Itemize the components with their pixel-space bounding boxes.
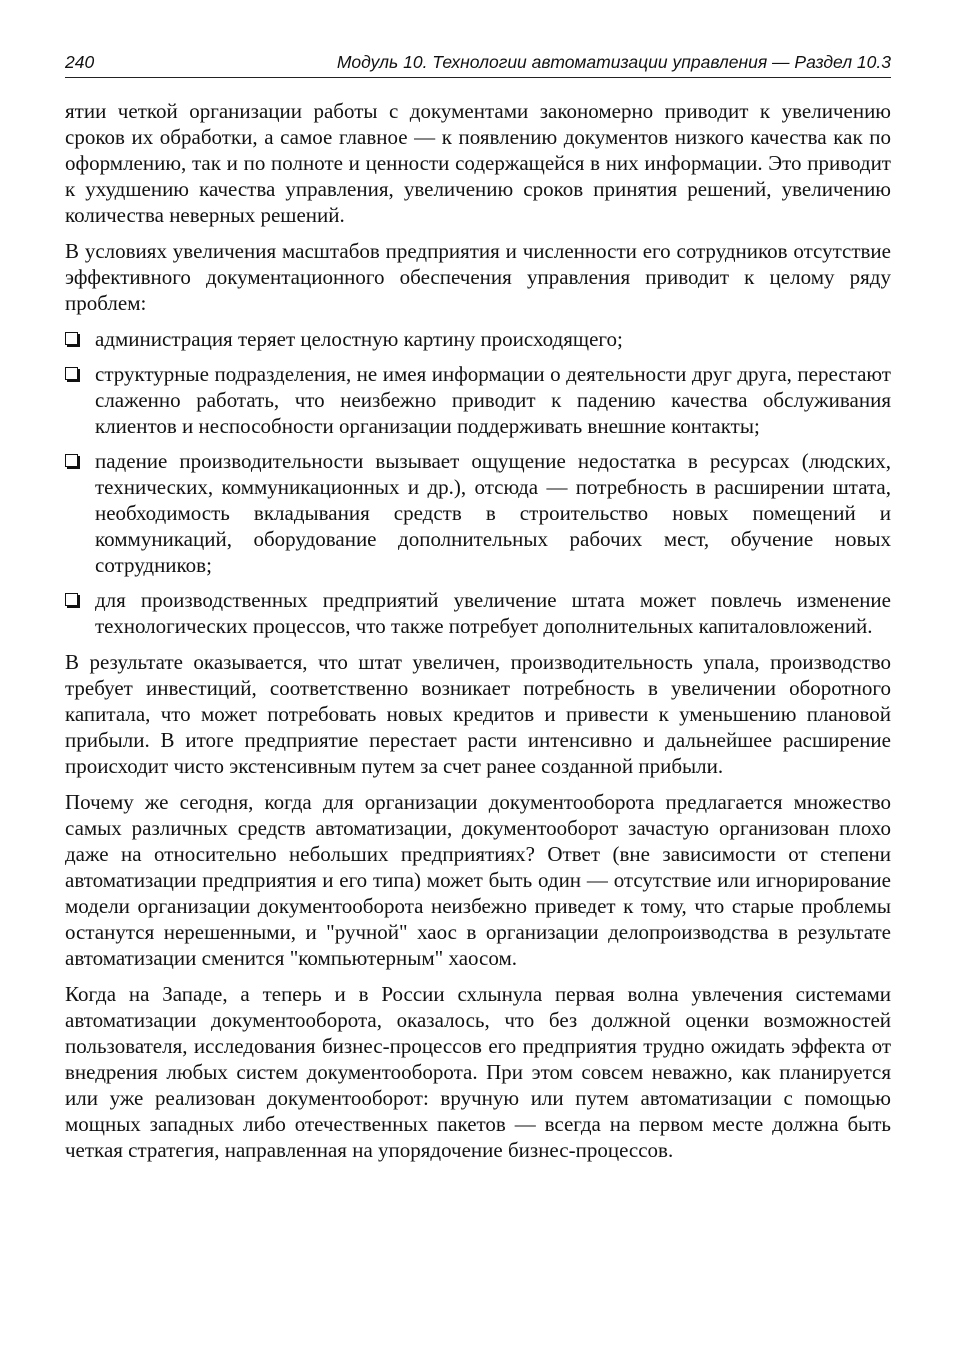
- page-number: 240: [65, 52, 95, 72]
- checkbox-bullet-icon: [65, 593, 78, 606]
- list-item: [65, 326, 891, 352]
- running-title: Модуль 10. Технологии автоматизации управления — Раздел 10.3: [336, 52, 891, 72]
- list-item-text: структурные подразделения, не имея информации о деятельности друг друга, перестают слаженно работать, что неизбежно приводит к падению качества обслуживания клиентов и неспособности организации поддерживать внешние контакты;: [95, 362, 891, 438]
- paragraph-continuation: ятии четкой организации работы с документами закономерно приводит к увеличению сроков их обработки, а самое главное — к появлению документов низкого качества как по оформлению, так и по полноте и ценности содержащейся в них информации. Это приводит к ухудшению качества управления, увеличению сроков принятия решений, увеличению количества неверных решений.: [65, 99, 891, 227]
- problems-list: [65, 326, 891, 639]
- list-item-text: администрация теряет целостную картину происходящего;: [95, 327, 623, 351]
- book-page: [65, 52, 891, 1173]
- checkbox-bullet-icon: [65, 454, 78, 467]
- list-item: [65, 587, 891, 639]
- checkbox-bullet-icon: [65, 332, 78, 345]
- paragraph-why: Почему же сегодня, когда для организации документооборота предлагается множество самых различных средств автоматизации, документооборот зачастую организован плохо даже на относительно небольших предприятиях? Ответ (вне зависимости от степени автоматизации предприятия и его типа) может быть один — отсутствие или игнорирование модели организации документооборота неизбежно приведет к тому, что старые проблемы останутся нерешенными, и "ручной" хаос в организации делопроизводства в результате автоматизации сменится "компьютерным" хаосом.: [65, 790, 891, 970]
- list-item-text: для производственных предприятий увеличение штата может повлечь изменение технологических процессов, что также потребует дополнительных капиталовложений.: [95, 588, 891, 638]
- body-text: [65, 98, 891, 1163]
- list-item: [65, 448, 891, 578]
- paragraph-result: В результате оказывается, что штат увеличен, производительность упала, производство требует инвестиций, соответственно возникает потребность в увеличении оборотного капитала, что может потребовать новых кредитов и привести к уменьшению плановой прибыли. В итоге предприятие перестает расти интенсивно и дальнейшее расширение происходит чисто экстенсивным путем за счет ранее созданной прибыли.: [65, 650, 891, 778]
- checkbox-bullet-icon: [65, 367, 78, 380]
- running-header: [65, 52, 891, 78]
- list-item-text: падение производительности вызывает ощущение недостатка в ресурсах (людских, технических, коммуникационных и др.), отсюда — потребность в расширении штата, необходимость вкладывания средств в строительство новых помещений и коммуникаций, оборудование дополнительных рабочих мест, обучение новых сотрудников;: [95, 449, 891, 577]
- paragraph-west-russia: Когда на Западе, а теперь и в России схлынула первая волна увлечения системами автоматизации документооборота, оказалось, что без должной оценки возможностей пользователя, исследования бизнес-процессов его предприятия трудно ожидать эффекта от внедрения любых систем документооборота. При этом совсем неважно, как планируется или уже реализован документооборот: вручную или путем автоматизации с помощью мощных западных либо отечественных пакетов — всегда на первом месте должна быть четкая стратегия, направленная на упорядочение бизнес-процессов.: [65, 982, 891, 1162]
- list-item: [65, 361, 891, 439]
- paragraph-problems-intro: В условиях увеличения масштабов предприятия и численности его сотрудников отсутствие эффективного документационного обеспечения управления приводит к целому ряду проблем:: [65, 239, 891, 315]
